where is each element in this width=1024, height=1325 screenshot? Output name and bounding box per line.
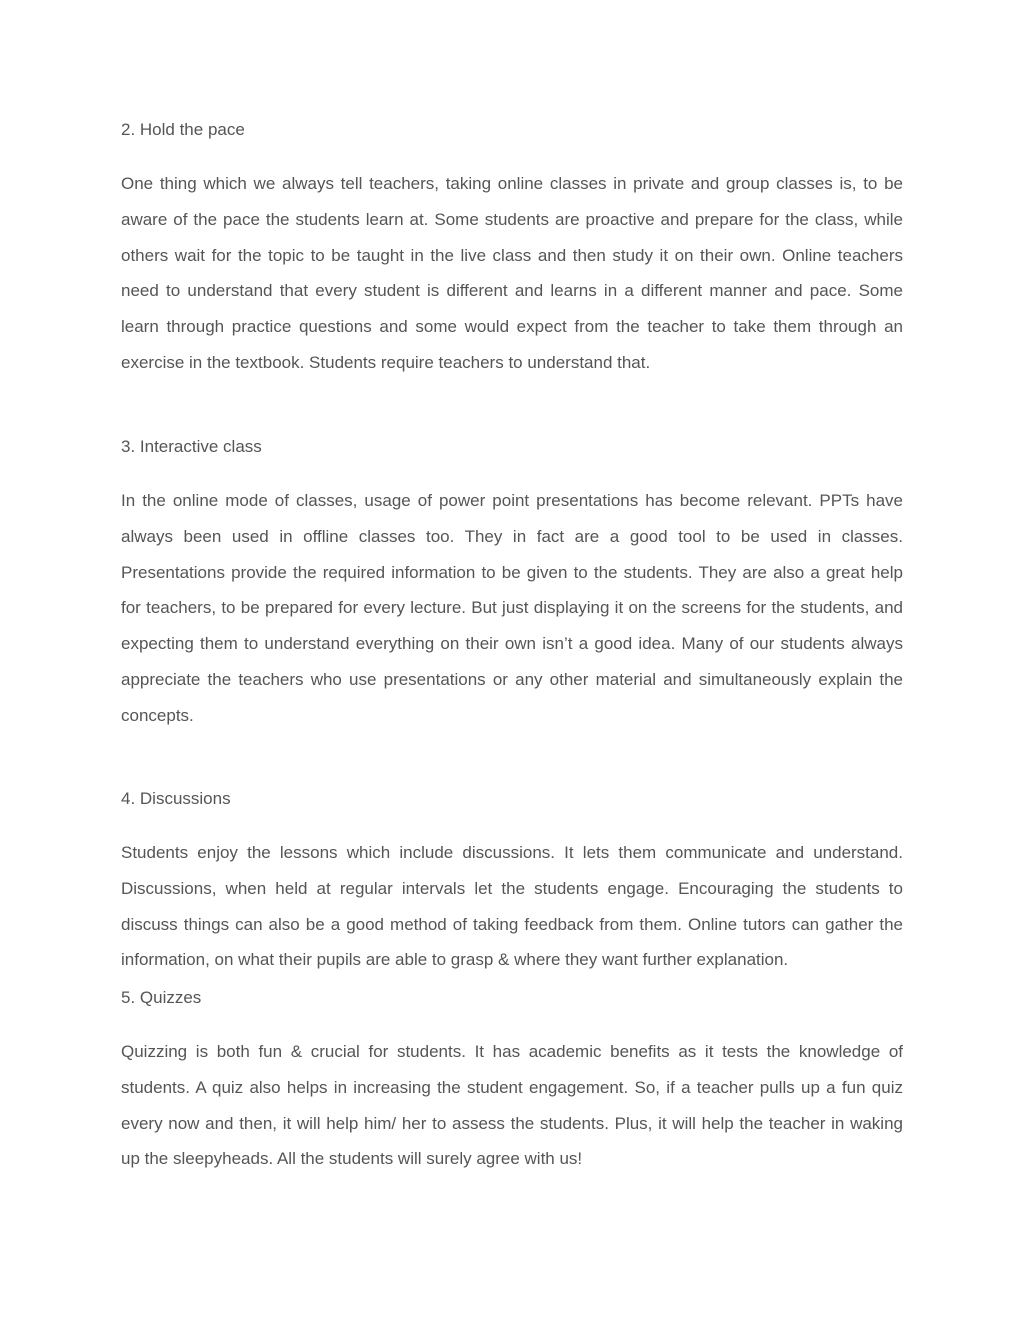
section-quizzes bbox=[121, 988, 903, 1177]
section-heading: 2. Hold the pace bbox=[121, 120, 245, 139]
section-paragraph: Students enjoy the lessons which include discussions. It lets them communicate and understand. Discussions, when held at regular intervals let the students engage. Encouraging the students to discuss things can also be a good method of taking feedback from them. Online tutors can gather the information, on what their pupils are able to grasp & where they want further explanation. bbox=[121, 843, 903, 970]
section-paragraph: One thing which we always tell teachers, taking online classes in private and group classes is, to be aware of the pace the students learn at. Some students are proactive and prepare for the class, while others wait for the topic to be taught in the live class and then study it on their own. Online teachers need to understand that every student is different and learns in a different manner and pace. Some learn through practice questions and some would expect from the teacher to take them through an exercise in the textbook. Students require teachers to understand that. bbox=[121, 174, 903, 372]
section-heading: 5. Quizzes bbox=[121, 988, 202, 1007]
section-heading: 4. Discussions bbox=[121, 789, 231, 808]
section-hold-the-pace bbox=[121, 120, 903, 381]
section-paragraph: In the online mode of classes, usage of power point presentations has become relevant. PPTs have always been used in offline classes too. They in fact are a good tool to be used in classes. Presentations provide the required information to be given to the students. They are also a great help for teachers, to be prepared for every lecture. But just displaying it on the screens for the students, and expecting them to understand everything on their own isn’t a good idea. Many of our students always appreciate the teachers who use presentations or any other material and simultaneously explain the concepts. bbox=[121, 491, 903, 725]
section-discussions bbox=[121, 789, 903, 978]
section-interactive-class bbox=[121, 437, 903, 734]
section-paragraph: Quizzing is both fun & crucial for students. It has academic benefits as it tests the knowledge of students. A quiz also helps in increasing the student engagement. So, if a teacher pulls up a fun quiz every now and then, it will help him/ her to assess the students. Plus, it will help the teacher in waking up the sleepyheads. All the students will surely agree with us! bbox=[121, 1042, 903, 1169]
section-heading: 3. Interactive class bbox=[121, 437, 262, 456]
